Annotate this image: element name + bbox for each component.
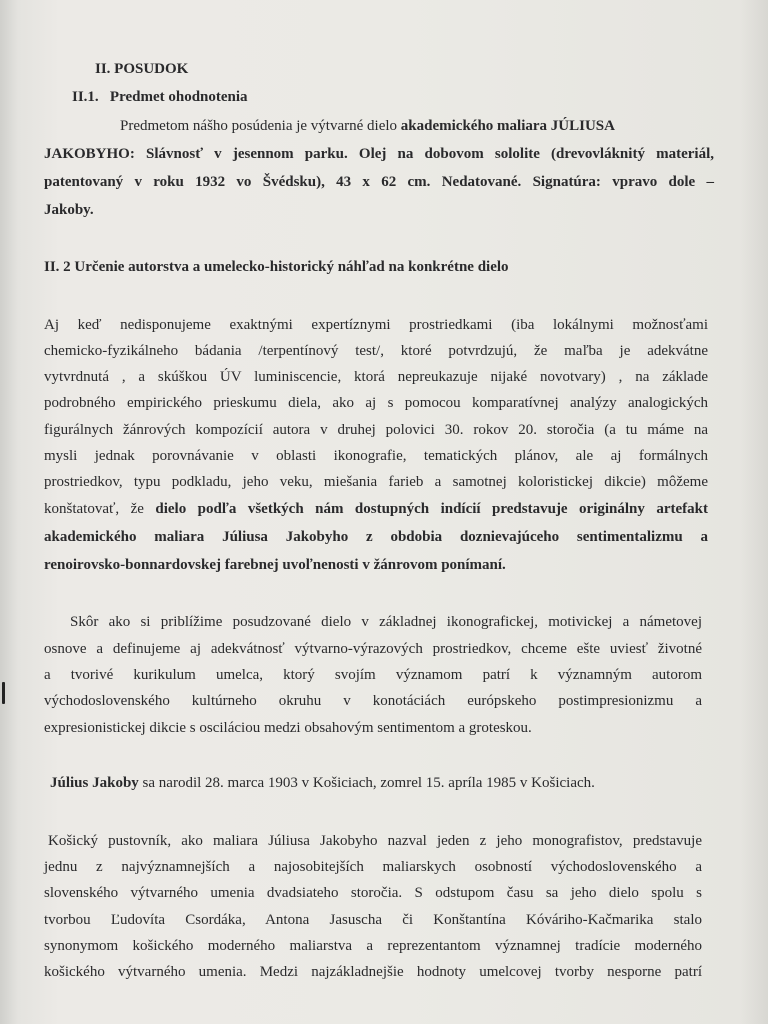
paragraph-1-line-4: Jakoby. (44, 202, 94, 218)
paragraph-1-line-3: patentovaný v roku 1932 vo Švédsku), 43 x 62 cm. Nedatované. Signatúra: vpravo dole – (44, 174, 714, 190)
paragraph-1-line-2 (44, 145, 714, 163)
paragraph-2-line-5: figurálnych žánrových kompozícií autora v druhej polovici 30. rokov 20. storočia (a tu máme na (44, 422, 708, 438)
paragraph-3-line-2: osnove a definujeme aj adekvátnosť výtvarno-výrazových prostriedkov, chceme ešte uviesť životné (44, 641, 702, 657)
paragraph-4-line-1 (50, 774, 595, 792)
paragraph-1-line-1 (120, 117, 615, 135)
text-run: konštatovať, že (44, 501, 156, 517)
bold-run: dielo podľa všetkých nám dostupných indícií predstavuje originálny artefakt (155, 501, 708, 517)
paragraph-5-line-1: Košický pustovník, ako maliara Júliusa Jakobyho nazval jeden z jeho monografistov, predstavuje (48, 833, 702, 849)
paragraph-2-line-4: podrobného empirického prieskumu diela, ako aj s pomocou komparatívnej analýzy analogických (44, 395, 708, 411)
paragraph-5-line-4: tvorbou Ľudovíta Csordáka, Antona Jasuscha či Konštantína Kóváriho-Kačmarika stalo (44, 912, 702, 928)
paragraph-3-line-5: expresionistickej dikcie s osciláciou medzi obsahovým sentimentom a groteskou. (44, 720, 532, 736)
paragraph-3-line-4: východoslovenského kultúrneho okruhu v konotáciách európskeho postimpresionizmu a (44, 693, 702, 709)
text-run: Slávnosť v jesennom parku. Olej na dobovom sololite (drevovláknitý materiál, (146, 146, 714, 162)
section-title: II. POSUDOK (95, 61, 189, 77)
paragraph-2-line-6: mysli jednak porovnávanie v oblasti ikonografie, tematických plánov, ale aj formálnych (44, 448, 708, 464)
subsection-title-1: II.1. Predmet ohodnotenia (72, 89, 248, 105)
person-name: Július Jakoby (50, 775, 139, 791)
paragraph-3-line-3: a tvorivé kurikulum umelca, ktorý svojím významom patrí k významným autorom (44, 667, 702, 683)
paragraph-2-line-3: vytvrdnutá , a skúškou ÚV luminiscencie, ktorá nepreukazuje nijaké novotvary) , na základe (44, 369, 708, 385)
text-run: Predmetom nášho posúdenia je výtvarné dielo (120, 118, 401, 134)
paragraph-5-line-2: jednu z najvýznamnejších a najosobitejších maliarskych osobností východoslovenského a (44, 859, 702, 875)
paragraph-2-line-1: Aj keď nedisponujeme exaktnými expertíznymi prostriedkami (iba lokálnymi možnosťami (44, 317, 708, 333)
paragraph-2-line-2: chemicko-fyzikálneho bádania /terpentínový test/, ktoré potvrdzujú, že maľba je adekvátne (44, 343, 708, 359)
paragraph-3-line-1: Skôr ako si priblížime posudzované dielo v základnej ikonografickej, motivickej a námetovej (70, 614, 702, 630)
paragraph-5-line-3: slovenského výtvarného umenia dvadsiateho storočia. S odstupom času sa jeho dielo spolu s (44, 885, 702, 901)
subsection-title-2: II. 2 Určenie autorstva a umelecko-historický náhľad na konkrétne dielo (44, 259, 509, 275)
paragraph-5-line-5: synonymom košického moderného maliarstva a reprezentantom významnej tradície moderného (44, 938, 702, 954)
binding-mark (2, 682, 5, 704)
text-run: sa narodil 28. marca 1903 v Košiciach, zomrel 15. apríla 1985 v Košiciach. (138, 775, 595, 791)
paragraph-2-line-10: renoirovsko-bonnardovskej farebnej uvoľnenosti v žánrovom ponímaní. (44, 557, 506, 573)
paragraph-5-line-6: košického výtvarného umenia. Medzi najzákladnejšie hodnoty umelcovej tvorby nesporne patrí (44, 964, 702, 980)
paragraph-2-line-7: prostriedkov, typu podkladu, jeho veku, miešania farieb a samotnej koloristickej dikcie) môžeme (44, 474, 708, 490)
bold-run: akademického maliara JÚLIUSA (400, 118, 615, 134)
paragraph-2-line-9: akademického maliara Júliusa Jakobyho z obdobia doznievajúceho sentimentalizmu a (44, 529, 708, 545)
text-run: JAKOBYHO: (44, 146, 146, 162)
paragraph-2-line-8 (44, 500, 708, 518)
